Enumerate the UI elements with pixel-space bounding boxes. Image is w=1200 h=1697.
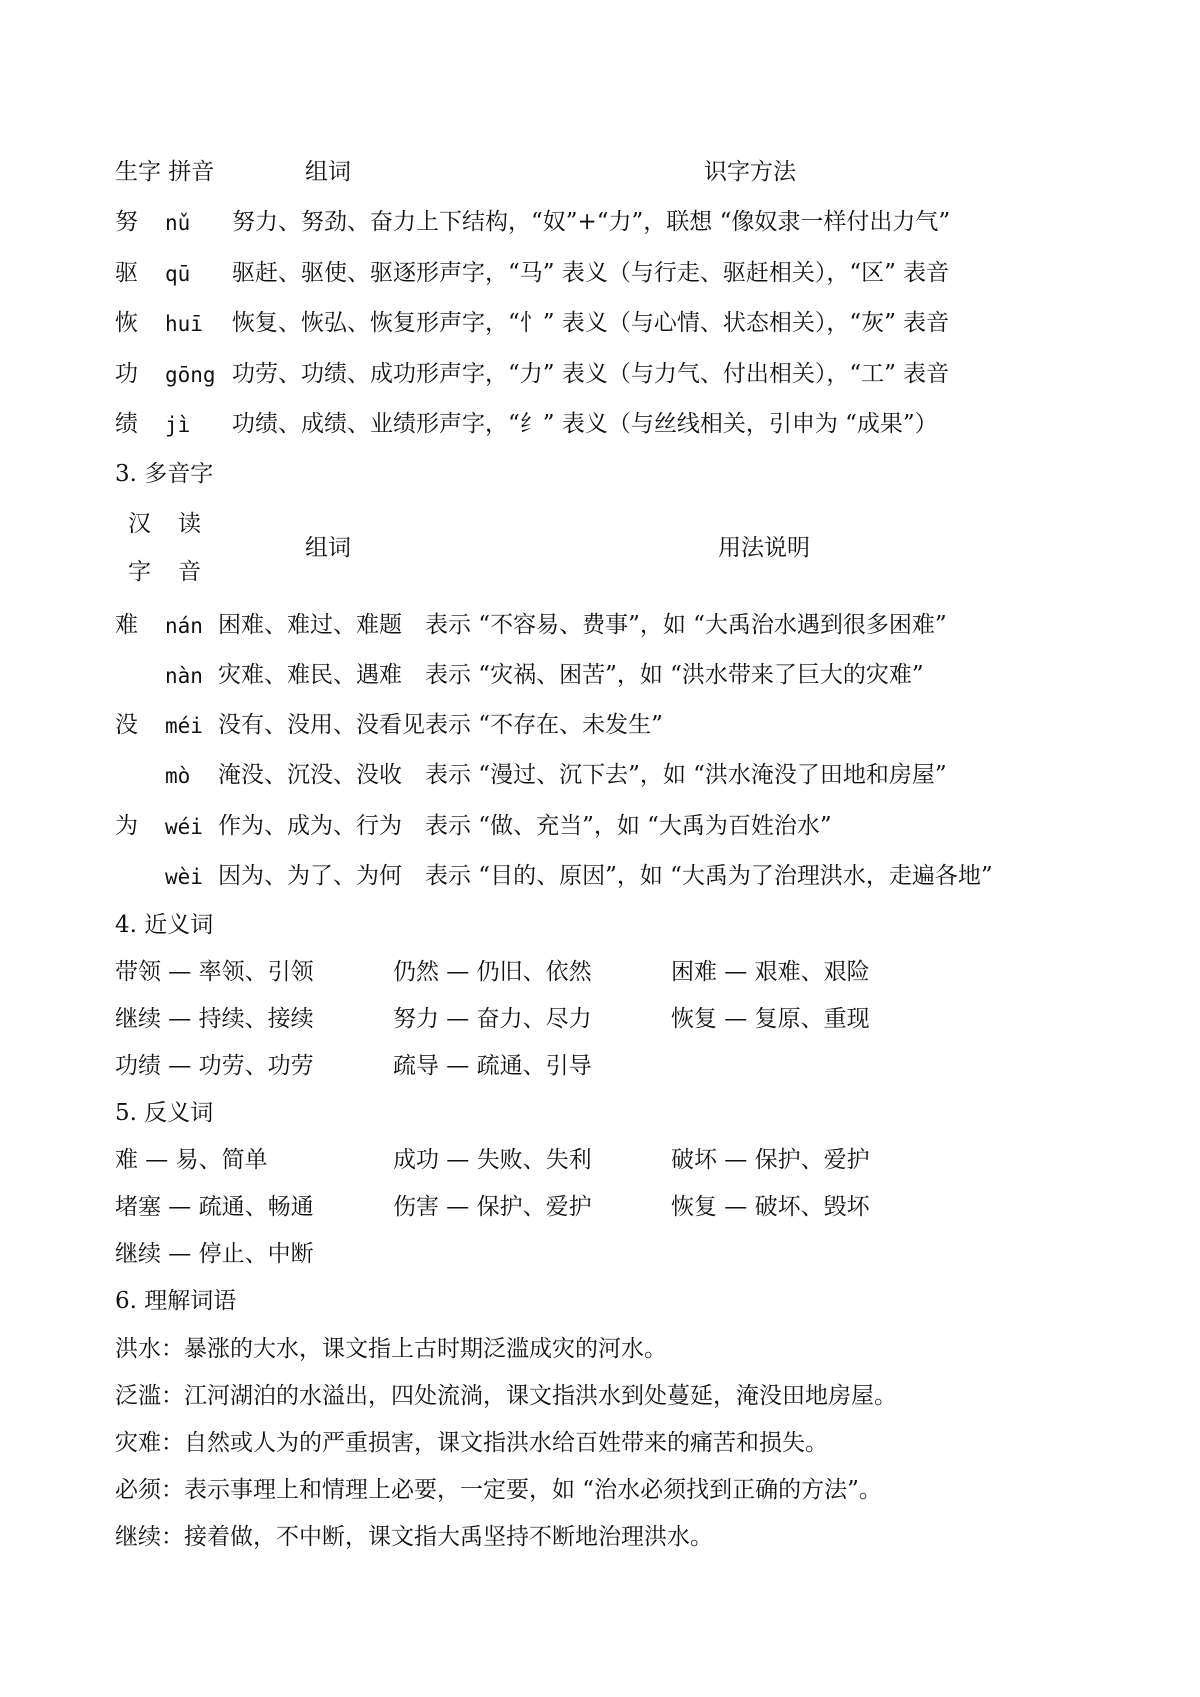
shengzi-header-method: 识字方法	[704, 159, 796, 185]
duoyin-pinyin: mò	[165, 764, 191, 788]
shengzi-pinyin: huī	[165, 312, 203, 336]
jinyi-pair: 继续 — 持续、接续	[115, 1006, 314, 1032]
fanyi-pair: 堵塞 — 疏通、畅通	[115, 1194, 314, 1220]
shengzi-header-ci: 组词	[305, 159, 351, 185]
shengzi-header-zi-pinyin: 生字 拼音	[115, 159, 215, 185]
fanyi-pair: 难 — 易、简单	[115, 1147, 268, 1173]
shengzi-pinyin: qū	[165, 262, 191, 286]
lijie-item: 必须：表示事理上和情理上必要，一定要，如 “治水必须找到正确的方法”。	[115, 1477, 882, 1503]
duoyin-header-du: 读	[178, 511, 201, 537]
jinyi-pair: 功绩 — 功劳、功劳	[115, 1053, 314, 1079]
duoyin-header-usage: 用法说明	[718, 535, 810, 561]
shengzi-pinyin: nǔ	[165, 211, 191, 235]
jinyi-pair: 疏导 — 疏通、引导	[393, 1053, 592, 1079]
duoyin-pinyin: méi	[165, 714, 203, 738]
duoyin-pinyin: nàn	[165, 664, 203, 688]
shengzi-text: 功劳、功绩、成功形声字，“力” 表义（与力气、付出相关），“工” 表音	[232, 361, 950, 387]
shengzi-char: 驱	[115, 260, 138, 286]
shengzi-char: 功	[115, 361, 138, 387]
section-title-lijie: 6. 理解词语	[115, 1288, 237, 1314]
duoyin-char: 为	[115, 813, 138, 839]
shengzi-char: 恢	[115, 310, 138, 336]
duoyin-char: 没	[115, 712, 138, 738]
duoyin-text: 灾难、难民、遇难 表示 “灾祸、困苦”，如 “洪水带来了巨大的灾难”	[218, 662, 924, 688]
shengzi-text: 功绩、成绩、业绩形声字，“纟” 表义（与丝线相关，引申为 “成果”）	[232, 411, 938, 437]
duoyin-text: 淹没、沉没、没收 表示 “漫过、沉下去”，如 “洪水淹没了田地和房屋”	[218, 762, 947, 788]
shengzi-char: 努	[115, 209, 138, 235]
section-title-duoyin: 3. 多音字	[115, 461, 214, 487]
shengzi-pinyin: jì	[165, 413, 191, 437]
shengzi-text: 努力、努劲、奋力上下结构，“奴”+“力”，联想 “像奴隶一样付出力气”	[232, 209, 951, 235]
section-title-fanyi: 5. 反义词	[115, 1100, 214, 1126]
duoyin-header-yin: 音	[178, 559, 201, 585]
shengzi-pinyin: gōng	[165, 363, 216, 387]
jinyi-pair: 努力 — 奋力、尽力	[393, 1006, 592, 1032]
jinyi-pair: 仍然 — 仍旧、依然	[393, 959, 592, 985]
lijie-item: 继续：接着做，不中断，课文指大禹坚持不断地治理洪水。	[115, 1524, 713, 1550]
jinyi-pair: 恢复 — 复原、重现	[671, 1006, 870, 1032]
fanyi-pair: 伤害 — 保护、爱护	[393, 1194, 592, 1220]
fanyi-pair: 恢复 — 破坏、毁坏	[671, 1194, 870, 1220]
section-title-jinyi: 4. 近义词	[115, 912, 214, 938]
duoyin-pinyin: wèi	[165, 865, 203, 889]
lijie-item: 灾难：自然或人为的严重损害，课文指洪水给百姓带来的痛苦和损失。	[115, 1430, 828, 1456]
lijie-item: 洪水：暴涨的大水，课文指上古时期泛滥成灾的河水。	[115, 1336, 667, 1362]
duoyin-text: 因为、为了、为何 表示 “目的、原因”，如 “大禹为了治理洪水，走遍各地”	[218, 863, 993, 889]
duoyin-text: 作为、成为、行为 表示 “做、充当”，如 “大禹为百姓治水”	[218, 813, 832, 839]
shengzi-text: 驱赶、驱使、驱逐形声字，“马” 表义（与行走、驱赶相关），“区” 表音	[232, 260, 950, 286]
fanyi-pair: 破坏 — 保护、爱护	[671, 1147, 870, 1173]
duoyin-char: 难	[115, 612, 138, 638]
jinyi-pair: 带领 — 率领、引领	[115, 959, 314, 985]
duoyin-text: 困难、难过、难题 表示 “不容易、费事”，如 “大禹治水遇到很多困难”	[218, 612, 947, 638]
shengzi-text: 恢复、恢弘、恢复形声字，“忄” 表义（与心情、状态相关），“灰” 表音	[232, 310, 950, 336]
shengzi-char: 绩	[115, 411, 138, 437]
duoyin-header-ci: 组词	[305, 535, 351, 561]
duoyin-text: 没有、没用、没看见表示 “不存在、未发生”	[218, 712, 663, 738]
lijie-item: 泛滥：江河湖泊的水溢出，四处流淌，课文指洪水到处蔓延，淹没田地房屋。	[115, 1383, 897, 1409]
fanyi-pair: 成功 — 失败、失利	[393, 1147, 592, 1173]
fanyi-pair: 继续 — 停止、中断	[115, 1241, 314, 1267]
jinyi-pair: 困难 — 艰难、艰险	[671, 959, 870, 985]
duoyin-header-han: 汉	[128, 511, 151, 537]
duoyin-pinyin: wéi	[165, 815, 203, 839]
duoyin-pinyin: nán	[165, 614, 203, 638]
duoyin-header-zi: 字	[128, 559, 151, 585]
